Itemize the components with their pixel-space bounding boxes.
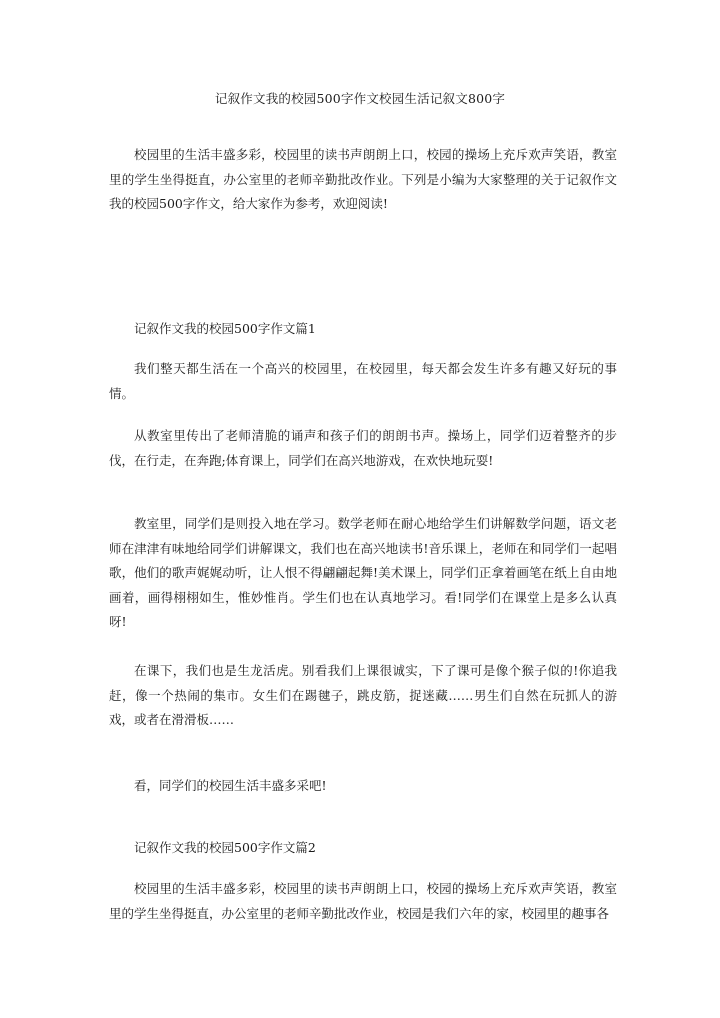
section-1-paragraph-1: 我们整天都生活在一个高兴的校园里，在校园里，每天都会发生许多有趣又好玩的事情。 (109, 361, 617, 401)
document-title: 记叙作文我的校园500字作文校园生活记叙文800字 (214, 91, 506, 106)
section-1-paragraph-2: 从教室里传出了老师清脆的诵声和孩子们的朗朗书声。操场上，同学们迈着整齐的步伐，在行走，在奔跑;体育课上，同学们在高兴地游戏，在欢快地玩耍! (109, 428, 617, 468)
intro-paragraph: 校园里的生活丰盛多彩，校园里的读书声朗朗上口，校园的操场上充斥欢声笑语，教室里的学生坐得挺直，办公室里的老师辛勤批改作业。下列是小编为大家整理的关于记叙作文我的校园500字作文，给大家作为参考，欢迎阅读! (109, 147, 617, 211)
section-1-paragraph-5: 看，同学们的校园生活丰盛多采吧! (134, 778, 327, 793)
section-2-paragraph-1: 校园里的生活丰盛多彩，校园里的读书声朗朗上口，校园的操场上充斥欢声笑语，教室里的学生坐得挺直，办公室里的老师辛勤批改作业，校园是我们六年的家，校园里的趣事各 (109, 881, 617, 921)
section-2-heading: 记叙作文我的校园500字作文篇2 (134, 840, 316, 855)
section-1-paragraph-4: 在课下，我们也是生龙活虎。别看我们上课很诚实，下了课可是像个猴子似的!你追我赶，像一个热闹的集市。女生们在踢毽子，跳皮筋，捉迷藏……男生们自然在玩抓人的游戏，或者在滑滑板…… (109, 663, 617, 727)
section-1-heading: 记叙作文我的校园500字作文篇1 (134, 321, 316, 336)
section-1-paragraph-3: 教室里，同学们是则投入地在学习。数学老师在耐心地给学生们讲解数学问题，语文老师在津津有味地给同学们讲解课文，我们也在高兴地读书!音乐课上，老师在和同学们一起唱歌，他们的歌声娓娓动听，让人恨不得翩翩起舞!美术课上，同学们正拿着画笔在纸上自由地画着，画得栩栩如生，惟妙惟肖。学生们也在认真地学习。看!同学们在课堂上是多么认真呀! (109, 516, 617, 629)
